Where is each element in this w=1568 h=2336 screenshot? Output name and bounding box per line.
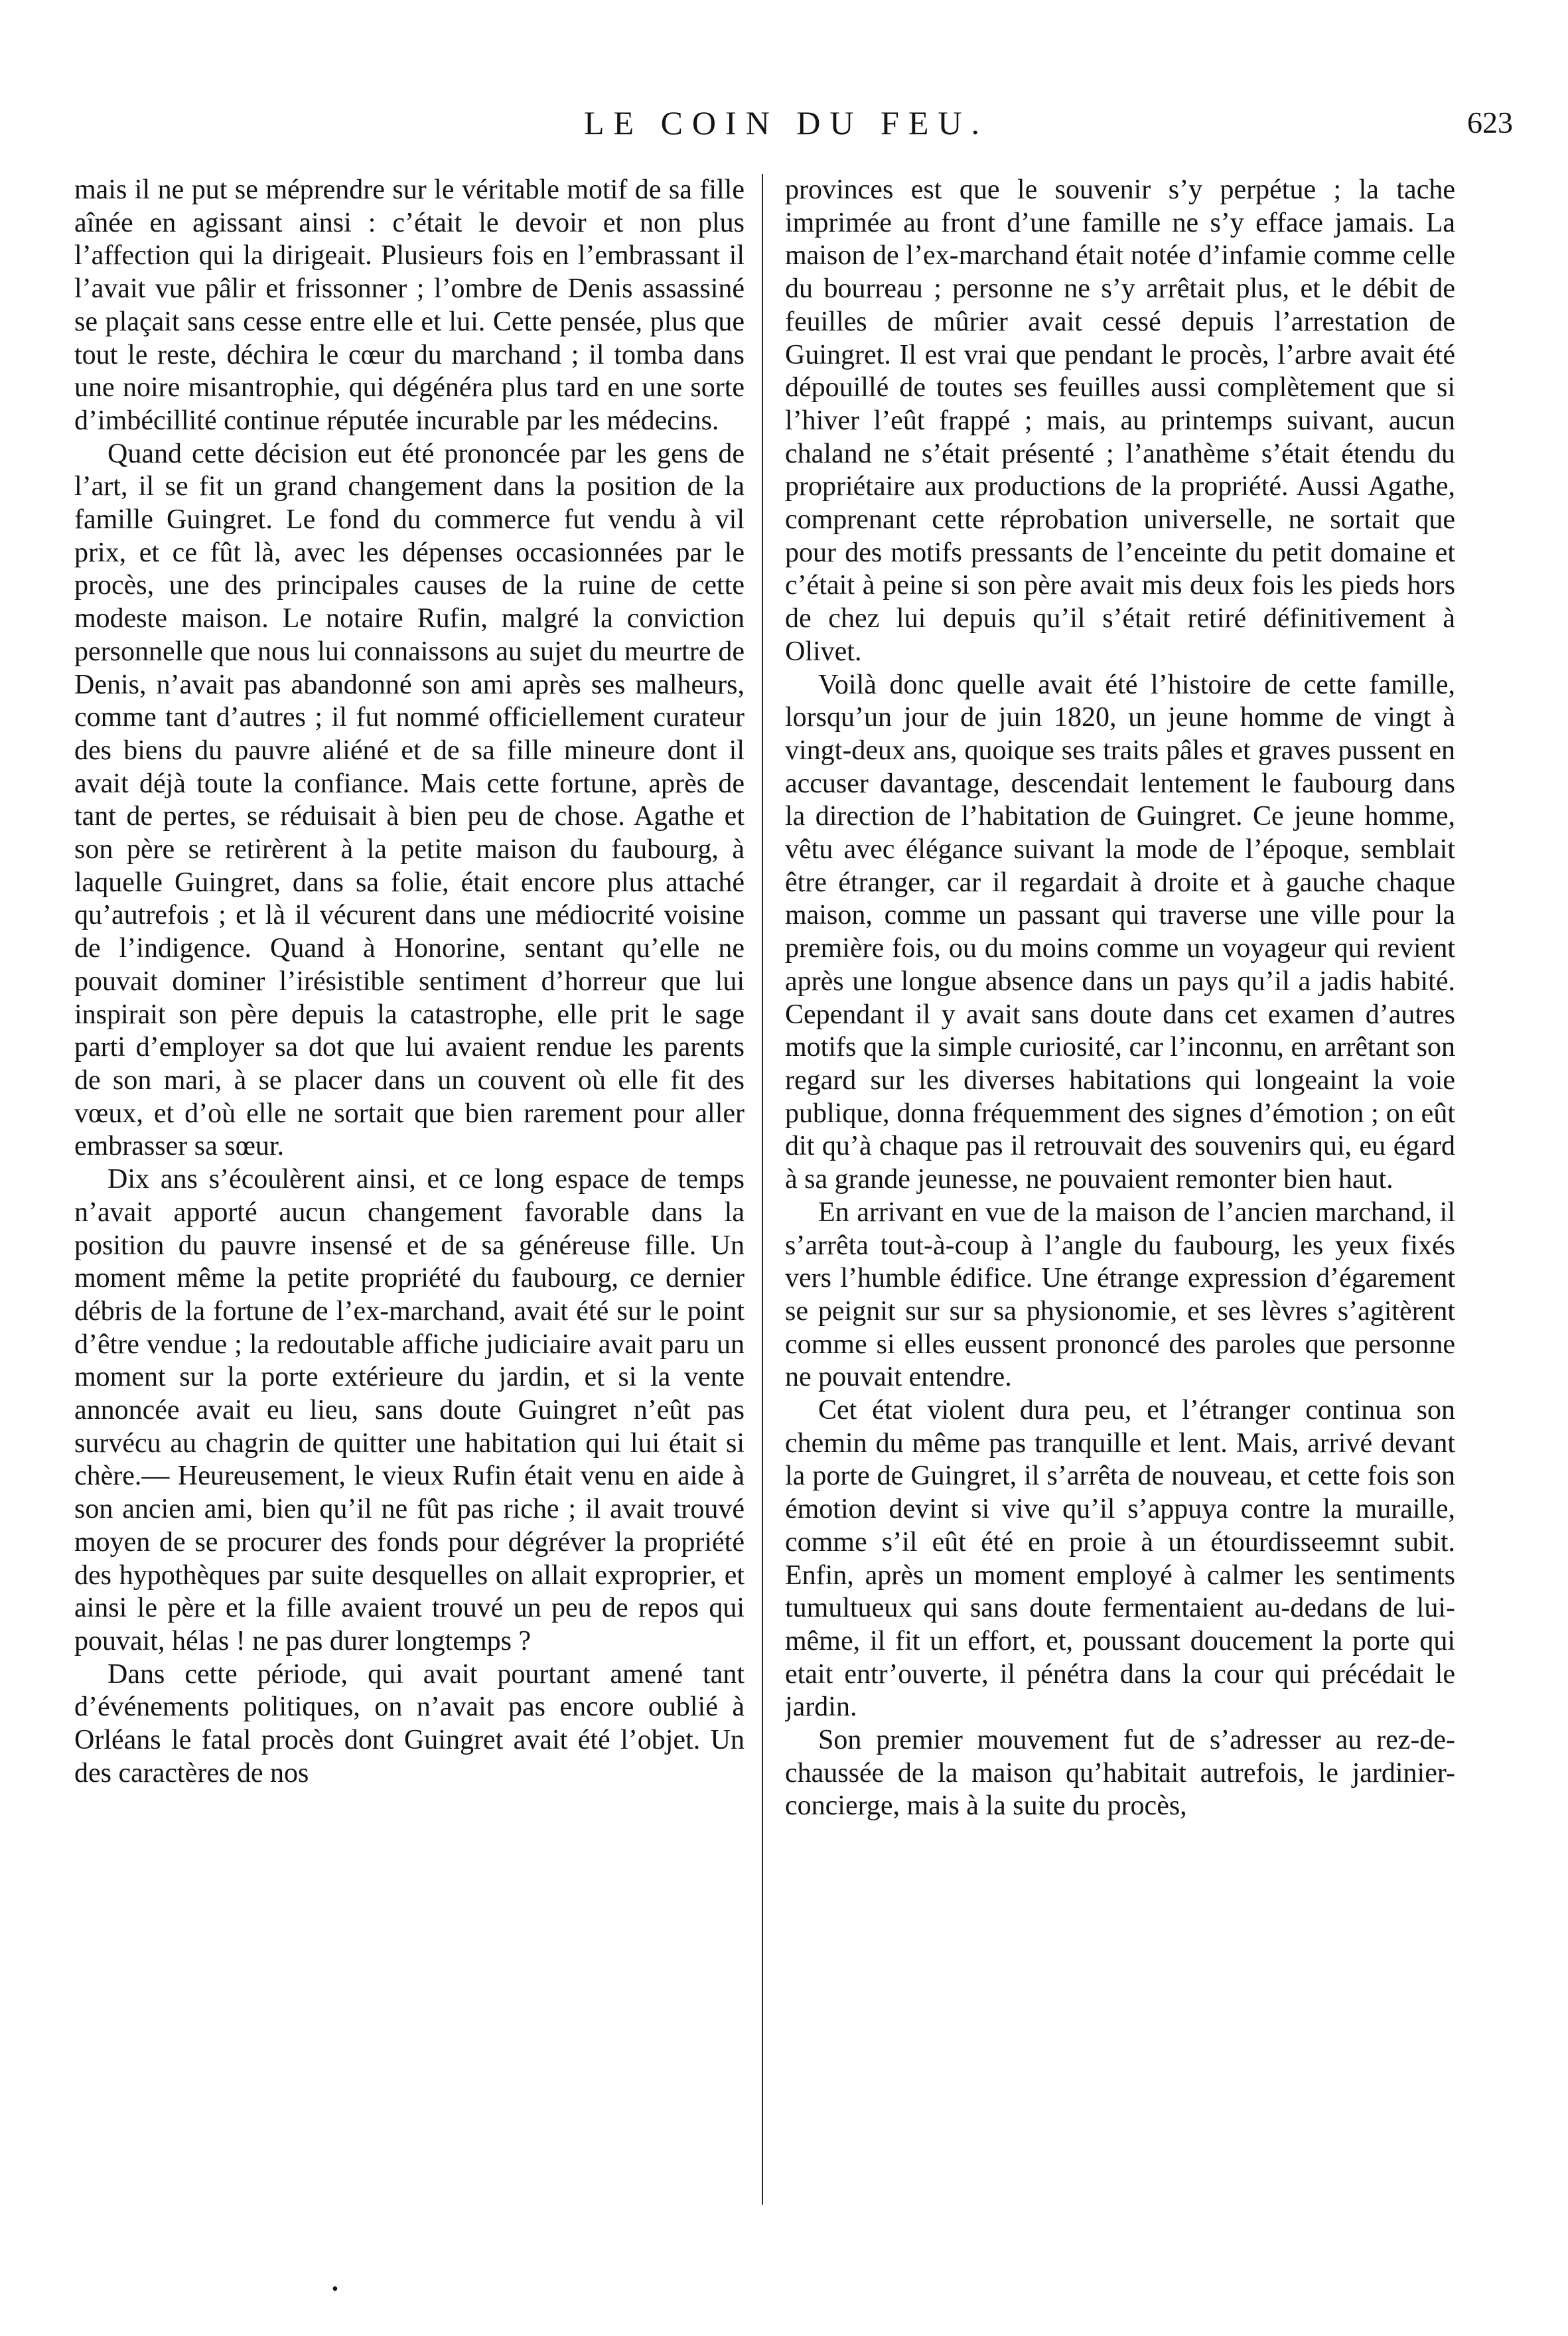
paragraph: Dix ans s’écoulèrent ainsi, et ce long espace de temps n’avait apporté aucun changement favorable dans la position du pauvre insensé et de sa généreuse fille. Un moment même la petite propriété du faubourg, ce dernier débris de la fortune de l’ex-marchand, avait été sur le point d’être vendue ; la redoutable affiche judiciaire avait paru un moment sur la porte extérieure du jardin, et si la vente annoncée avait eu lieu, sans doute Guingret n’eût pas survécu au chagrin de quitter une habitation qui lui était si chère.— Heureusement, le vieux Rufin était venu en aide à son ancien ami, bien qu’il ne fût pas riche ; il avait trouvé moyen de se procurer des fonds pour dégréver la propriété des hypothèques par suite desquelles on allait exproprier, et ainsi le père et la fille avaient trouvé un peu de repos qui pouvait, hélas ! ne pas durer longtemps ? (74, 1164, 745, 1656)
footer-mark: • (332, 2279, 338, 2300)
paragraph: En arrivant en vue de la maison de l’ancien marchand, il s’arrêta tout-à-coup à l’angle du faubourg, les yeux fixés vers l’humble édifice. Une étrange expression d’égarement se peignit sur sur sa physionomie, et ses lèvres s’agitèrent comme si elles eussent prononcé des paroles que personne ne pouvait entendre. (785, 1197, 1455, 1393)
running-title: LE COIN DU FEU. (584, 104, 989, 141)
paragraph: Dans cette période, qui avait pourtant amené tant d’événements politiques, on n’avait pas encore oublié à Orléans le fatal procès dont Guingret avait été l’objet. Un des caractères de nos (74, 1658, 745, 1789)
paragraph: Voilà donc quelle avait été l’histoire de cette famille, lorsqu’un jour de juin 1820, un jeune homme de vingt à vingt-deux ans, quoique ses traits pâles et graves pussent en accuser davantage, descendait lentement le faubourg dans la direction de l’habitation de Guingret. Ce jeune homme, vêtu avec élégance suivant la mode de l’époque, semblait être étranger, car il regardait à droite et à gauche chaque maison, comme un passant qui traverse une ville pour la première fois, ou du moins comme un voyageur qui revient après une longue absence dans un pays qu’il a jadis habité. Cependant il y avait sans doute dans cet examen d’autres motifs que la simple curiosité, car l’inconnu, en arrêtant son regard sur les diverses habitations qui longeaint la voie publique, donna fréquemment des signes d’émotion ; on eût dit qu’à chaque pas il retrouvait des souvenirs qui, eu égard à sa grande jeunesse, ne pouvaient remonter bien haut. (785, 669, 1455, 1195)
paragraph: Son premier mouvement fut de s’adresser au rez-de-chaussée de la maison qu’habitait autrefois, le jardinier-concierge, mais à la suite du procès, (785, 1725, 1455, 1822)
right-column (785, 174, 1455, 2231)
column-divider (762, 174, 763, 2205)
paragraph: Quand cette décision eut été prononcée par les gens de l’art, il se fit un grand changement dans la position de la famille Guingret. Le fond du commerce fut vendu à vil prix, et ce fût là, avec les dépenses occasionnées par le procès, une des principales causes de la ruine de cette modeste maison. Le notaire Rufin, malgré la conviction personnelle que nous lui connaissons au sujet du meurtre de Denis, n’avait pas abandonné son ami après ses malheurs, comme tant d’autres ; il fut nommé officiellement curateur des biens du pauvre aliéné et de sa fille mineure dont il avait déjà toute la confiance. Mais cette fortune, après de tant de pertes, se réduisait à bien peu de chose. Agathe et son père se retirèrent à la petite maison du faubourg, à laquelle Guingret, dans sa folie, était encore plus attaché qu’autrefois ; et là il vécurent dans une médiocrité voisine de l’indigence. Quand à Honorine, sentant qu’elle ne pouvait dominer l’irésistible sentiment d’horreur que lui inspirait son père depuis la catastrophe, elle prit le sage parti d’employer sa dot que lui avaient rendue les parents de son mari, à se placer dans un couvent où elle fit des vœux, et d’où elle ne sortait que bien rarement pour aller embrasser sa sœur. (74, 438, 745, 1162)
left-column (74, 174, 745, 2231)
running-header (60, 100, 1513, 146)
paragraph: Cet état violent dura peu, et l’étranger continua son chemin du même pas tranquille et lent. Mais, arrivé devant la porte de Guingret, il s’arrêta de nouveau, et cette fois son émotion devint si vive qu’il s’appuya contre la muraille, comme s’il eût été en proie à un étourdisseemnt subit. Enfin, après un moment employé à calmer les sentiments tumultueux qui sans doute fermentaient au-dedans de lui-même, il fit un effort, et, poussant doucement la porte qui etait entr’ouverte, il pénétra dans la cour qui précédait le jardin. (785, 1395, 1455, 1723)
page-number: 623 (1467, 106, 1513, 139)
paragraph: provinces est que le souvenir s’y perpétue ; la tache imprimée au front d’une famille ne s’y efface jamais. La maison de l’ex-marchand était notée d’infamie comme celle du bourreau ; personne ne s’y arrêtait plus, et le débit de feuilles de mûrier avait cessé depuis l’arrestation de Guingret. Il est vrai que pendant le procès, l’arbre avait été dépouillé de toutes ses feuilles aussi complètement que si l’hiver l’eût frappé ; mais, au printemps suivant, aucun chaland ne s’était présenté ; l’anathème s’était étendu du propriétaire aux productions de la propriété. Aussi Agathe, comprenant cette réprobation universelle, ne sortait que pour des motifs pressants de l’enceinte du petit domaine et c’était à peine si son père avait mis deux fois les pieds hors de chez lui depuis qu’il s’était retiré définitivement à Olivet. (785, 175, 1455, 667)
paragraph: mais il ne put se méprendre sur le véritable motif de sa fille aînée en agissant ainsi : c’était le devoir et non plus l’affection qui la dirigeait. Plusieurs fois en l’embrassant il l’avait vue pâlir et frissonner ; l’ombre de Denis assassiné se plaçait sans cesse entre elle et lui. Cette pensée, plus que tout le reste, déchira le cœur du marchand ; il tomba dans une noire misantrophie, qui dégénéra plus tard en une sorte d’imbécillité continue réputée incurable par les médecins. (74, 175, 745, 436)
